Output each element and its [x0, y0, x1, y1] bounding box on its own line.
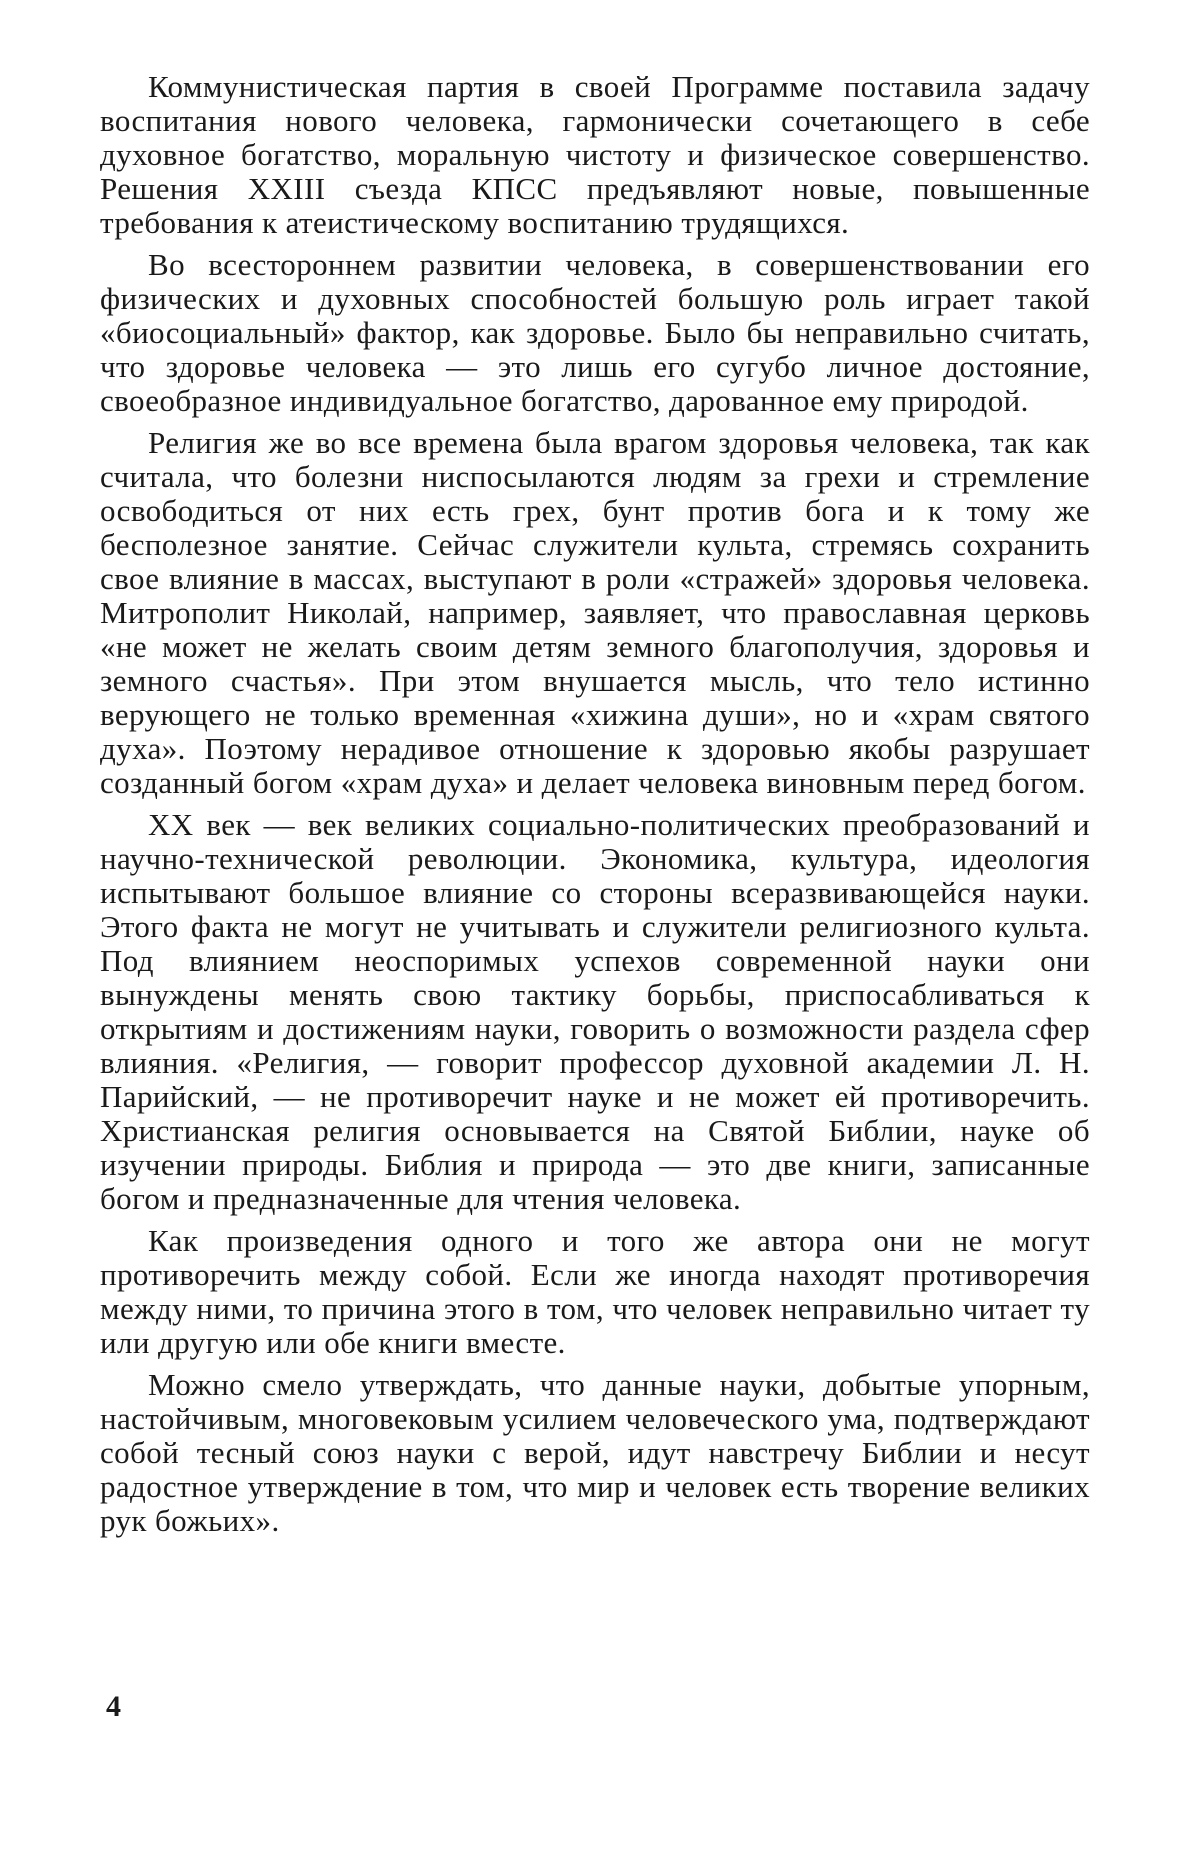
page: [100, 70, 1090, 1810]
page-number: 4: [106, 1690, 121, 1723]
paragraph-5: Как произведения одного и того же автора они не могут противоречить между собой. Если же иногда находят противоречия между ними, то причина этого в том, что человек неправильно читает ту или другую или обе книги вместе.: [100, 1223, 1090, 1360]
paragraph-1: Коммунистическая партия в своей Программе поставила задачу воспитания нового человека, гармонически сочетающего в себе духовное богатство, моральную чистоту и физическое совершенство. Решения XXIII съезда КПСС предъявляют новые, повышенные требования к атеистическому воспитанию трудящихся.: [100, 69, 1090, 240]
paragraph-2: Во всестороннем развитии человека, в совершенствовании его физических и духовных способностей большую роль играет такой «биосоциальный» фактор, как здоровье. Было бы неправильно считать, что здоровье человека — это лишь его сугубо личное достояние, своеобразное индивидуальное богатство, дарованное ему природой.: [100, 247, 1090, 418]
paragraph-6: Можно смело утверждать, что данные науки, добытые упорным, настойчивым, многовековым усилием человеческого ума, подтверждают собой тесный союз науки с верой, идут навстречу Библии и несут радостное утверждение в том, что мир и человек есть творение великих рук божьих».: [100, 1367, 1090, 1538]
body-text: [100, 70, 1090, 1538]
paragraph-3: Религия же во все времена была врагом здоровья человека, так как считала, что болезни ниспосылаются людям за грехи и стремление освободиться от них есть грех, бунт против бога и к тому же бесполезное занятие. Сейчас служители культа, стремясь сохранить свое влияние в массах, выступают в роли «стражей» здоровья человека. Митрополит Николай, например, заявляет, что православная церковь «не может не желать своим детям земного благополучия, здоровья и земного счастья». При этом внушается мысль, что тело истинно верующего не только временная «хижина души», но и «храм святого духа». Поэтому нерадивое отношение к здоровью якобы разрушает созданный богом «храм духа» и делает человека виновным перед богом.: [100, 425, 1090, 800]
paragraph-4: XX век — век великих социально-политических преобразований и научно-технической революции. Экономика, культура, идеология испытывают большое влияние со стороны всеразвивающейся науки. Этого факта не могут не учитывать и служители религиозного культа. Под влиянием неоспоримых успехов современной науки они вынуждены менять свою тактику борьбы, приспосабливаться к открытиям и достижениям науки, говорить о возможности раздела сфер влияния. «Религия, — говорит профессор духовной академии Л. Н. Парийский, — не противоречит науке и не может ей противоречить. Христианская религия основывается на Святой Библии, науке об изучении природы. Библия и природа — это две книги, записанные богом и предназначенные для чтения человека.: [100, 807, 1090, 1216]
